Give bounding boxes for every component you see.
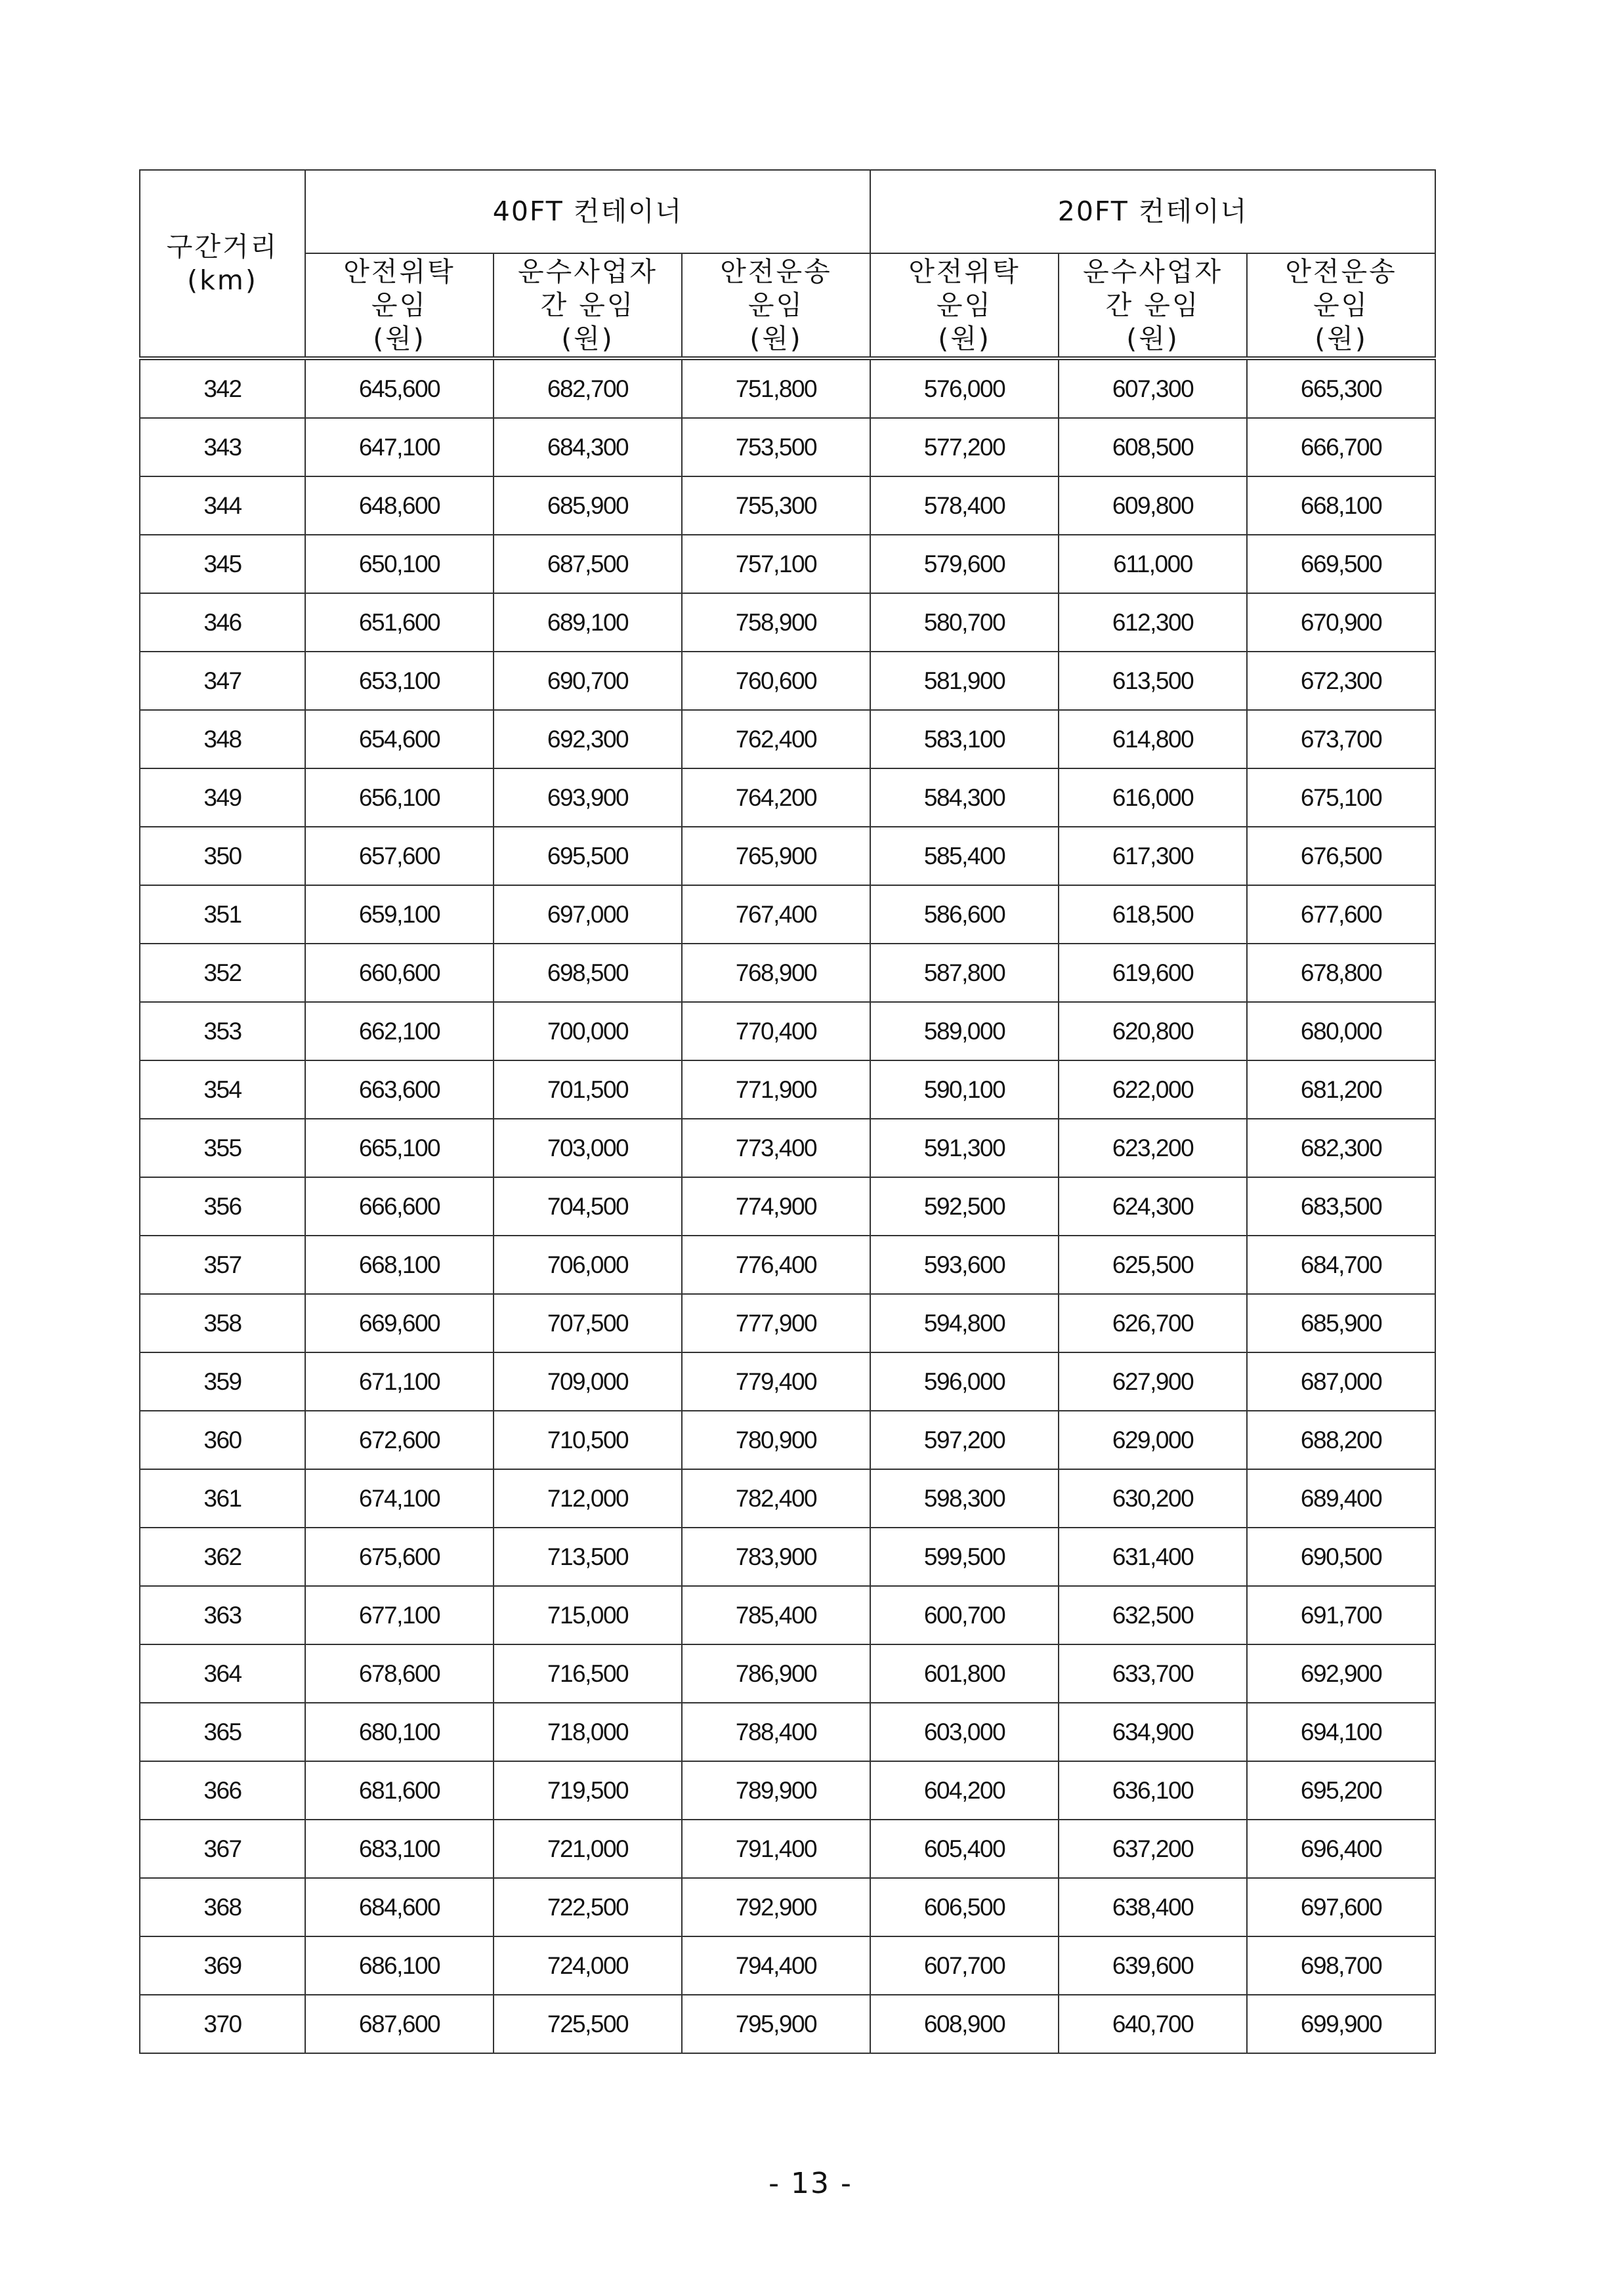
header-line: 운수사업자 [1083,255,1223,287]
rate-cell: 629,000 [1059,1411,1247,1469]
rate-type-header [305,253,494,358]
rate-cell: 762,400 [682,710,870,768]
rate-cell: 771,900 [682,1060,870,1119]
rate-cell: 576,000 [870,358,1059,418]
rate-cell: 607,700 [870,1936,1059,1995]
rate-cell: 577,200 [870,418,1059,476]
rate-cell: 789,900 [682,1761,870,1820]
header-line: (km) [187,264,258,296]
table-row [140,1995,1435,2053]
rate-cell: 666,600 [305,1177,494,1236]
distance-cell: 355 [140,1119,305,1177]
rate-cell: 623,200 [1059,1119,1247,1177]
rate-cell: 677,600 [1247,885,1435,944]
distance-cell: 351 [140,885,305,944]
rate-cell: 638,400 [1059,1878,1247,1936]
rate-cell: 698,500 [494,944,682,1002]
rate-cell: 716,500 [494,1644,682,1703]
rate-cell: 673,700 [1247,710,1435,768]
header-line: 간 운임 [540,289,635,321]
distance-cell: 359 [140,1352,305,1411]
rate-cell: 627,900 [1059,1352,1247,1411]
rate-cell: 668,100 [1247,476,1435,535]
header-line: 운임 [747,289,805,321]
rate-cell: 678,800 [1247,944,1435,1002]
rate-cell: 632,500 [1059,1586,1247,1644]
header-line: 안전위탁 [908,255,1021,287]
rate-cell: 692,900 [1247,1644,1435,1703]
rate-cell: 675,100 [1247,768,1435,827]
rate-cell: 674,100 [305,1469,494,1528]
rate-cell: 725,500 [494,1995,682,2053]
table-row [140,710,1435,768]
rate-cell: 696,400 [1247,1820,1435,1878]
rate-cell: 691,700 [1247,1586,1435,1644]
rate-cell: 689,100 [494,593,682,652]
rate-cell: 584,300 [870,768,1059,827]
table-row [140,1236,1435,1294]
group-header-40ft: 40FT 컨테이너 [305,170,870,253]
table-row [140,1352,1435,1411]
table-row [140,768,1435,827]
table-body [140,358,1435,2053]
distance-cell: 352 [140,944,305,1002]
rate-cell: 671,100 [305,1352,494,1411]
rate-cell: 678,600 [305,1644,494,1703]
distance-cell: 357 [140,1236,305,1294]
header-line: (원) [938,322,991,354]
rate-cell: 587,800 [870,944,1059,1002]
rate-cell: 620,800 [1059,1002,1247,1060]
distance-column-header [140,170,305,358]
rate-cell: 601,800 [870,1644,1059,1703]
rate-cell: 651,600 [305,593,494,652]
header-line: 운임 [936,289,993,321]
rate-cell: 605,400 [870,1820,1059,1878]
distance-cell: 345 [140,535,305,593]
header-row-groups [140,170,1435,253]
rate-cell: 693,900 [494,768,682,827]
header-line: (원) [373,322,426,354]
rate-cell: 751,800 [682,358,870,418]
table-row [140,535,1435,593]
distance-cell: 349 [140,768,305,827]
header-line: 안전운송 [1285,255,1397,287]
rate-cell: 640,700 [1059,1995,1247,2053]
rate-cell: 586,600 [870,885,1059,944]
rate-cell: 580,700 [870,593,1059,652]
table-row [140,1703,1435,1761]
rate-cell: 657,600 [305,827,494,885]
rate-cell: 613,500 [1059,652,1247,710]
distance-cell: 366 [140,1761,305,1820]
rate-cell: 694,100 [1247,1703,1435,1761]
rate-cell: 722,500 [494,1878,682,1936]
rate-cell: 579,600 [870,535,1059,593]
distance-cell: 358 [140,1294,305,1352]
table-row [140,476,1435,535]
rate-cell: 609,800 [1059,476,1247,535]
rate-cell: 757,100 [682,535,870,593]
distance-cell: 350 [140,827,305,885]
rate-cell: 768,900 [682,944,870,1002]
rate-cell: 593,600 [870,1236,1059,1294]
rate-cell: 604,200 [870,1761,1059,1820]
table-row [140,418,1435,476]
table-row [140,1060,1435,1119]
rate-cell: 648,600 [305,476,494,535]
rate-cell: 606,500 [870,1878,1059,1936]
table-row [140,1469,1435,1528]
rate-cell: 663,600 [305,1060,494,1119]
rate-cell: 697,600 [1247,1878,1435,1936]
rate-cell: 665,300 [1247,358,1435,418]
rate-cell: 785,400 [682,1586,870,1644]
rate-cell: 706,000 [494,1236,682,1294]
table-row [140,885,1435,944]
rate-cell: 684,600 [305,1878,494,1936]
rate-cell: 578,400 [870,476,1059,535]
rate-cell: 695,200 [1247,1761,1435,1820]
rate-cell: 614,800 [1059,710,1247,768]
rate-cell: 687,000 [1247,1352,1435,1411]
rate-cell: 700,000 [494,1002,682,1060]
rate-cell: 650,100 [305,535,494,593]
rate-cell: 715,000 [494,1586,682,1644]
rate-cell: 676,500 [1247,827,1435,885]
rate-cell: 583,100 [870,710,1059,768]
table-row [140,358,1435,418]
table-row [140,1878,1435,1936]
rate-cell: 666,700 [1247,418,1435,476]
table-header [140,170,1435,358]
rate-cell: 686,100 [305,1936,494,1995]
rate-cell: 592,500 [870,1177,1059,1236]
rate-cell: 792,900 [682,1878,870,1936]
distance-cell: 347 [140,652,305,710]
rate-cell: 669,500 [1247,535,1435,593]
header-line: 안전위탁 [343,255,455,287]
distance-cell: 344 [140,476,305,535]
rate-cell: 634,900 [1059,1703,1247,1761]
rate-type-header [682,253,870,358]
rate-cell: 703,000 [494,1119,682,1177]
distance-cell: 353 [140,1002,305,1060]
rate-cell: 760,600 [682,652,870,710]
rate-cell: 639,600 [1059,1936,1247,1995]
rate-cell: 585,400 [870,827,1059,885]
rate-cell: 612,300 [1059,593,1247,652]
rate-cell: 692,300 [494,710,682,768]
header-line: (원) [561,322,614,354]
rate-cell: 631,400 [1059,1528,1247,1586]
rate-cell: 591,300 [870,1119,1059,1177]
rate-cell: 782,400 [682,1469,870,1528]
rate-cell: 688,200 [1247,1411,1435,1469]
rate-cell: 779,400 [682,1352,870,1411]
distance-cell: 354 [140,1060,305,1119]
rate-cell: 709,000 [494,1352,682,1411]
rate-cell: 618,500 [1059,885,1247,944]
rate-cell: 758,900 [682,593,870,652]
rate-cell: 668,100 [305,1236,494,1294]
rate-cell: 765,900 [682,827,870,885]
rate-cell: 690,500 [1247,1528,1435,1586]
rate-cell: 662,100 [305,1002,494,1060]
header-row-rate-types [140,253,1435,358]
header-line: 간 운임 [1105,289,1200,321]
distance-cell: 369 [140,1936,305,1995]
rate-cell: 681,200 [1247,1060,1435,1119]
rate-cell: 718,000 [494,1703,682,1761]
rate-cell: 682,300 [1247,1119,1435,1177]
rate-type-header [1059,253,1247,358]
rate-cell: 683,100 [305,1820,494,1878]
header-line: 구간거리 [166,230,279,262]
rate-cell: 653,100 [305,652,494,710]
table-row [140,1294,1435,1352]
rate-cell: 599,500 [870,1528,1059,1586]
rate-cell: 773,400 [682,1119,870,1177]
header-line: (원) [749,322,803,354]
rate-cell: 617,300 [1059,827,1247,885]
rate-cell: 719,500 [494,1761,682,1820]
table-row [140,593,1435,652]
rate-cell: 770,400 [682,1002,870,1060]
header-line: 운임 [371,289,428,321]
rate-cell: 598,300 [870,1469,1059,1528]
rate-cell: 675,600 [305,1528,494,1586]
rate-cell: 795,900 [682,1995,870,2053]
rate-cell: 684,700 [1247,1236,1435,1294]
rate-cell: 776,400 [682,1236,870,1294]
table-row [140,1586,1435,1644]
rate-cell: 669,600 [305,1294,494,1352]
header-line: (원) [1126,322,1179,354]
rate-cell: 774,900 [682,1177,870,1236]
rate-cell: 596,000 [870,1352,1059,1411]
rate-cell: 690,700 [494,652,682,710]
table-row [140,1119,1435,1177]
rate-cell: 660,600 [305,944,494,1002]
distance-cell: 343 [140,418,305,476]
table-row [140,1936,1435,1995]
distance-cell: 370 [140,1995,305,2053]
rate-cell: 684,300 [494,418,682,476]
group-header-20ft: 20FT 컨테이너 [870,170,1435,253]
rate-cell: 695,500 [494,827,682,885]
distance-cell: 363 [140,1586,305,1644]
rate-cell: 636,100 [1059,1761,1247,1820]
rate-cell: 672,300 [1247,652,1435,710]
rate-cell: 685,900 [1247,1294,1435,1352]
rate-cell: 697,000 [494,885,682,944]
rate-cell: 590,100 [870,1060,1059,1119]
rate-cell: 681,600 [305,1761,494,1820]
rate-cell: 645,600 [305,358,494,418]
rate-cell: 687,600 [305,1995,494,2053]
rate-cell: 680,000 [1247,1002,1435,1060]
rate-cell: 670,900 [1247,593,1435,652]
rate-cell: 611,000 [1059,535,1247,593]
rate-cell: 786,900 [682,1644,870,1703]
rate-cell: 600,700 [870,1586,1059,1644]
rate-cell: 710,500 [494,1411,682,1469]
rate-cell: 616,000 [1059,768,1247,827]
rate-cell: 707,500 [494,1294,682,1352]
rate-cell: 699,900 [1247,1995,1435,2053]
rate-cell: 622,000 [1059,1060,1247,1119]
table-row [140,1002,1435,1060]
rate-cell: 685,900 [494,476,682,535]
distance-cell: 364 [140,1644,305,1703]
rate-cell: 712,000 [494,1469,682,1528]
distance-cell: 362 [140,1528,305,1586]
distance-cell: 368 [140,1878,305,1936]
header-line: 운수사업자 [517,255,658,287]
page-number: - 13 - [768,2167,853,2200]
rate-cell: 682,700 [494,358,682,418]
table-row [140,1761,1435,1820]
rate-cell: 677,100 [305,1586,494,1644]
table-row [140,944,1435,1002]
rate-cell: 603,000 [870,1703,1059,1761]
rate-cell: 767,400 [682,885,870,944]
rate-cell: 794,400 [682,1936,870,1995]
table-row [140,827,1435,885]
rate-cell: 581,900 [870,652,1059,710]
rate-cell: 755,300 [682,476,870,535]
rate-cell: 753,500 [682,418,870,476]
rate-cell: 724,000 [494,1936,682,1995]
distance-cell: 348 [140,710,305,768]
rate-cell: 589,000 [870,1002,1059,1060]
distance-cell: 367 [140,1820,305,1878]
rate-cell: 594,800 [870,1294,1059,1352]
rate-cell: 791,400 [682,1820,870,1878]
rate-cell: 608,900 [870,1995,1059,2053]
table-row [140,1177,1435,1236]
rate-cell: 683,500 [1247,1177,1435,1236]
rate-cell: 630,200 [1059,1469,1247,1528]
rate-cell: 656,100 [305,768,494,827]
rate-cell: 624,300 [1059,1177,1247,1236]
rate-type-header [1247,253,1435,358]
distance-cell: 346 [140,593,305,652]
rate-type-header [494,253,682,358]
rate-cell: 788,400 [682,1703,870,1761]
rate-cell: 626,700 [1059,1294,1247,1352]
rate-cell: 698,700 [1247,1936,1435,1995]
table-row [140,1644,1435,1703]
rate-cell: 713,500 [494,1528,682,1586]
rate-cell: 619,600 [1059,944,1247,1002]
rate-cell: 701,500 [494,1060,682,1119]
distance-cell: 356 [140,1177,305,1236]
rate-cell: 647,100 [305,418,494,476]
rate-cell: 597,200 [870,1411,1059,1469]
distance-cell: 365 [140,1703,305,1761]
rate-cell: 689,400 [1247,1469,1435,1528]
distance-cell: 361 [140,1469,305,1528]
rate-cell: 659,100 [305,885,494,944]
rate-cell: 654,600 [305,710,494,768]
table-row [140,1528,1435,1586]
header-line: (원) [1315,322,1368,354]
rate-cell: 777,900 [682,1294,870,1352]
rate-cell: 783,900 [682,1528,870,1586]
rate-cell: 764,200 [682,768,870,827]
table-row [140,652,1435,710]
freight-rate-table [139,169,1436,2054]
table-row [140,1411,1435,1469]
rate-cell: 665,100 [305,1119,494,1177]
header-line: 안전운송 [720,255,832,287]
rate-type-header [870,253,1059,358]
header-line: 운임 [1313,289,1370,321]
distance-cell: 360 [140,1411,305,1469]
rate-cell: 680,100 [305,1703,494,1761]
rate-cell: 687,500 [494,535,682,593]
rate-cell: 633,700 [1059,1644,1247,1703]
distance-cell: 342 [140,358,305,418]
rate-cell: 637,200 [1059,1820,1247,1878]
rate-cell: 608,500 [1059,418,1247,476]
rate-cell: 721,000 [494,1820,682,1878]
rate-cell: 607,300 [1059,358,1247,418]
rate-cell: 780,900 [682,1411,870,1469]
rate-cell: 625,500 [1059,1236,1247,1294]
table-row [140,1820,1435,1878]
rate-cell: 672,600 [305,1411,494,1469]
rate-cell: 704,500 [494,1177,682,1236]
